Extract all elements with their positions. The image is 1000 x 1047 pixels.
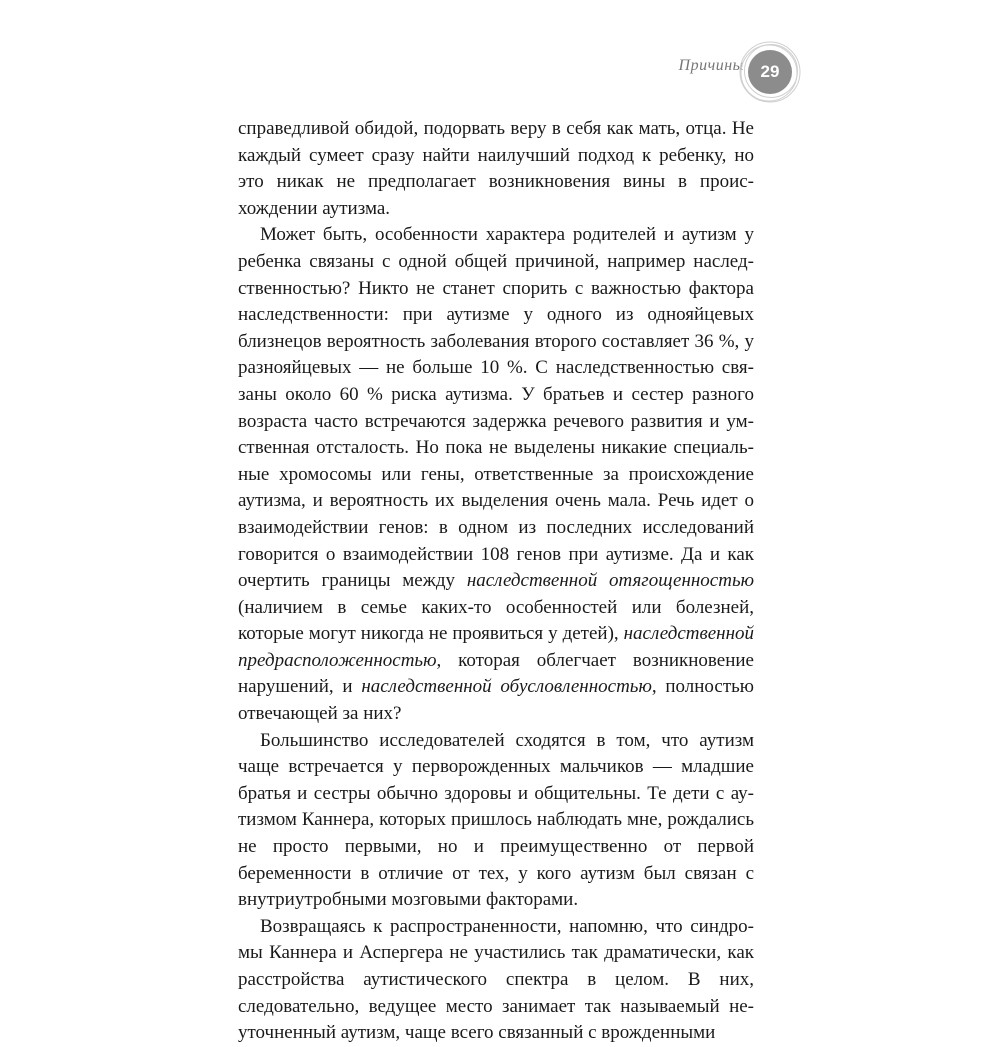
text-run: Возвращаясь к распространенности, напомню, что синдромы Каннера и Аспергера не участились так драматически, как расстройства аутистического спектра в целом. В них, следовательно, ведущее место занимает так называемый неуточненный аутизм, чаще всего связанный с врожденными	[238, 915, 754, 1044]
body-text	[238, 116, 754, 1047]
paragraph	[238, 728, 754, 914]
running-header	[640, 40, 840, 100]
text-run: Большинство исследователей сходятся в том, что аутизм чаще встречается у перворожденных мальчиков — младшие братья и сестры обычно здоровы и общительны. Те дети с аутизмом Каннера, которых пришлось наблюдать мне, рождались не просто первыми, но и преимущественно от первой беременности в отличие от тех, у кого аутизм был связан с внутриутробными мозговыми факторами.	[238, 729, 754, 911]
section-title: Причины	[678, 57, 744, 74]
paragraph	[238, 914, 754, 1047]
paragraph	[238, 116, 754, 222]
italic-term: наследственной предрасположенностью	[238, 623, 754, 671]
text-run: , которая облегчает возникновение нарушений, и	[238, 649, 754, 698]
text-run: справедливой обидой, подорвать веру в себя как мать, отца. Не каждый сумеет сразу найти наилучший подход к ребенку, но это никак не предполагает возникновения вины в происхождении аутизма.	[238, 118, 754, 219]
page-number-badge	[738, 40, 802, 104]
paragraph	[238, 222, 754, 727]
text-run: (наличием в семье каких-то особенностей или болезней, которые могут никогда не проявиться у детей),	[238, 596, 754, 645]
text-run: Может быть, особенности характера родителей и аутизм у ребенка связаны с одной общей причиной, например наследственностью? Никто не станет спорить с важностью фактора наследственности: при аутизме у одного из однояйцевых близнецов вероятность заболевания второго составляет 36 %, у разнояйцевых — не больше 10 %. С наследственностью связаны около 60 % риска аутизма. У братьев и сестер разного возраста часто встречаются задержка речевого развития и умственная отсталость. Но пока не выделены никакие специальные хромосомы или гены, ответственные за происхождение аутизма, и вероятность их выделения очень мала. Речь идет о взаимодействии генов: в одном из последних исследований говорится о взаимодействии 108 генов при аутизме. Да и как очертить границы между	[238, 224, 754, 592]
italic-term: наследственной обусловленностью	[361, 676, 652, 698]
text-run: , полностью отвечающей за них?	[238, 676, 754, 725]
italic-term: наследственной отягощенностью	[466, 570, 754, 592]
page-number: 29	[760, 62, 780, 81]
